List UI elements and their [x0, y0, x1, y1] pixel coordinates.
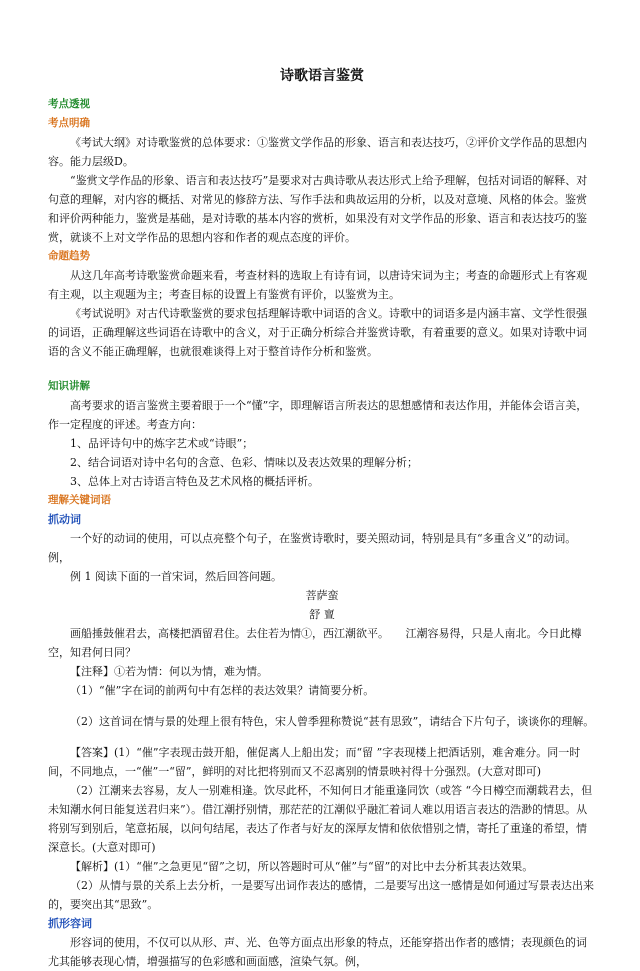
answer-1: 【答案】(1）“催”字表现击鼓开船，催促离人上船出发；而“留 ”字表现楼上把酒话别，难舍难分。同一时间，不同地点，一“催”一“留”，鲜明的对比把将别而又不忍离别的情景映衬得十分强烈。(大意对即可)	[48, 746, 581, 778]
paragraph-mingque-1: 《考试大纲》对诗歌鉴赏的总体要求：①鉴赏文学作品的形象、语言和表达技巧，②评价文学作品的思想内容。能力层级D。	[48, 136, 587, 168]
list-item: 1、品评诗句中的炼字艺术或“诗眼”；	[70, 437, 254, 450]
poem-author: 舒 亶	[309, 608, 335, 621]
section-heading-zhishi: 知识讲解	[48, 380, 90, 392]
question-2: （2）这首词在情与景的处理上很有特色，宋人曾季狸称赞说“甚有思致”，请结合下片句子，谈谈你的理解。	[70, 715, 595, 728]
paragraph-mingque-2: “鉴赏文学作品的形象、语言和表达技巧”是要求对古典诗歌从表达形式上给予理解，包括对词语的解释、对句意的理解，对内容的概括、对常见的修辞方法、写作手法和典故运用的分析，以及对意境、风格的体会。鉴赏和评价两种能力，鉴赏是基础，是对诗歌的基本内容的赏析，如果没有对文学作品的形象、语言和表达技巧的鉴赏，就谈不上对文学作品的思想内容和作者的观点态度的评价。	[48, 174, 588, 244]
subheading-lijie: 理解关键词语	[48, 494, 111, 506]
list-item: 2、结合词语对诗中名句的含意、色彩、情味以及表达效果的理解分析；	[70, 456, 418, 469]
paragraph-qushi-1: 从这几年高考诗歌鉴赏命题来看，考查材料的选取上有诗有词，以唐诗宋词为主；考查的命题形式上有客观有主观，以主观题为主；考查目标的设置上有鉴赏有评价，以鉴赏为主。	[48, 269, 587, 301]
analysis-2: （2）从情与景的关系上去分析，一是要写出词作表达的感情，二是要写出这一感情是如何通过写景表达出来的，要突出其“思致”。	[48, 879, 594, 911]
subheading-qushi: 命题趋势	[48, 250, 90, 262]
subheading-mingque: 考点明确	[48, 117, 90, 129]
poem-note: 【注释】①若为情：何以为情，难为情。	[70, 665, 268, 678]
question-1: （1）“催”字在词的前两句中有怎样的表达效果？请简要分析。	[70, 684, 375, 697]
paragraph-dongci-1: 一个好的动词的使用，可以点亮整个句子，在鉴赏诗歌时，要关照动词，特别是具有“多重含义”的动词。例，	[48, 532, 577, 564]
heading-dongci: 抓动词	[48, 513, 81, 526]
paragraph-qushi-2: 《考试说明》对古代诗歌鉴赏的要求包括理解诗歌中词语的含义。诗歌中的词语多是内涵丰富、文学性很强的词语，正确理解这些词语在诗歌中的含义，对于正确分析综合并鉴赏诗歌，有着重要的意义。如果对诗歌中词语的含义不能正确理解，也就很难谈得上对于整首诗作分析和鉴赏。	[48, 307, 587, 358]
section-heading-kaodian: 考点透视	[48, 98, 90, 110]
list-item: 3、总体上对古诗语言特色及艺术风格的概括评析。	[70, 475, 319, 488]
poem-text: 画船捶鼓催君去，高楼把酒留君住。去住若为情①，西江潮欲平。 江潮容易得，只是人南北。今日此樽空，知君何日同？	[48, 627, 582, 659]
example-intro: 例 1 阅读下面的一首宋词，然后回答问题。	[70, 570, 282, 583]
answer-2: （2）江潮来去容易，友人一别难相逢。饮尽此杯，不知何日才能重逢同饮（或答 “今日樽空而潮载君去，但未知潮水何日能复送君归来”）。借江潮抒别情，那茫茫的江潮似乎融汇着词人难以用语言表达的浩渺的情思。从将别写到别后，笔意拓展，以问句结尾，表达了作者与好友的深厚友情和依依惜别之情，寄托了重逢的希望，情深意长。(大意对即可)	[48, 784, 593, 854]
heading-xingrongci: 抓形容词	[48, 917, 92, 930]
analysis-1: 【解析】(1）“催”之急更见“留”之切，所以答题时可从“催”与“留”的对比中去分析其表达效果。	[70, 860, 534, 873]
paragraph-xingrongci-1: 形容词的使用，不仅可以从形、声、光、色等方面点出形象的特点，还能穿搭出作者的感情；表现颜色的词尤其能够表现心情，增强描写的色彩感和画面感，渲染气氛。例，	[48, 936, 587, 968]
poem-title: 菩萨蛮	[305, 589, 339, 602]
page-title: 诗歌语言鉴赏	[280, 68, 364, 84]
paragraph-zhishi-1: 高考要求的语言鉴赏主要着眼于一个“懂”字，即理解语言所表达的思想感情和表达作用，并能体会语言美，作一定程度的评述。考查方向：	[48, 399, 588, 431]
